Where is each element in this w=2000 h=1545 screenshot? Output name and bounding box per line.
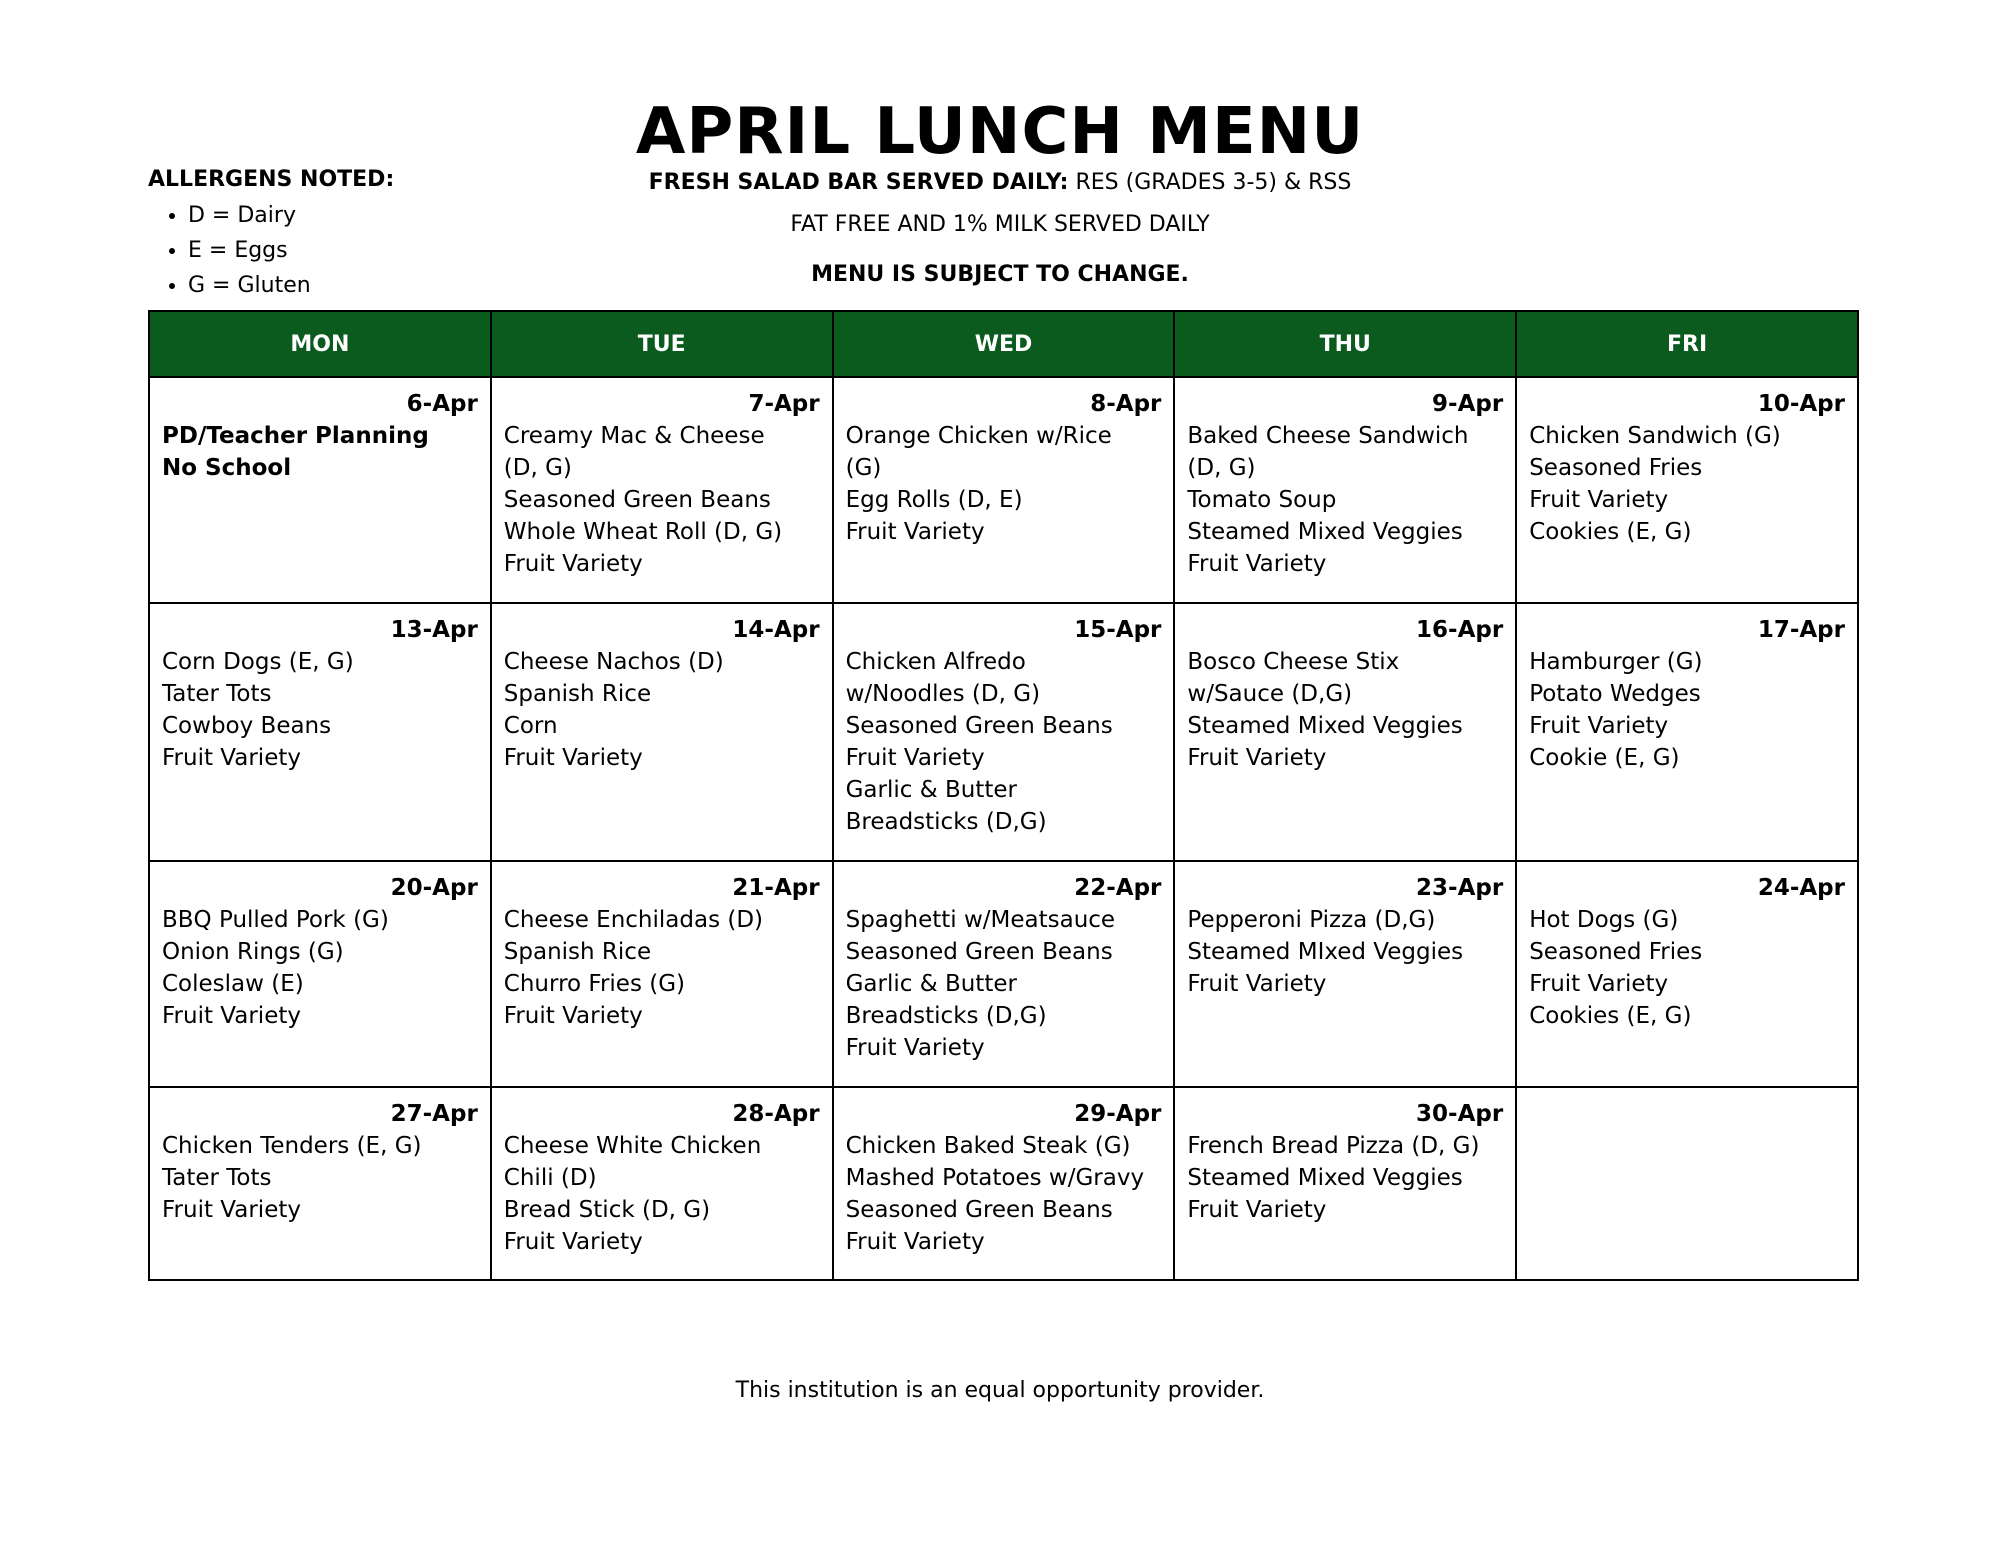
week-row — [149, 603, 1858, 861]
day-header-fri: FRI — [1516, 311, 1858, 377]
menu-item: French Bread Pizza (D, G) — [1187, 1133, 1480, 1159]
day-date: 8-Apr — [1090, 391, 1162, 417]
menu-item: Chicken Tenders (E, G) — [162, 1133, 422, 1159]
menu-item: Hot Dogs (G) — [1529, 907, 1679, 933]
menu-item: Onion Rings (G) — [162, 939, 344, 965]
menu-table — [148, 310, 1859, 1281]
allergen-heading: ALLERGENS NOTED: — [148, 167, 395, 192]
menu-item: Seasoned Green Beans — [845, 713, 1113, 739]
menu-item: Seasoned Green Beans — [845, 1197, 1113, 1223]
day-cell — [149, 377, 491, 603]
menu-item: Coleslaw (E) — [162, 971, 304, 997]
day-date: 24-Apr — [1757, 875, 1845, 901]
salad-bar-text: RES (GRADES 3-5) & RSS — [1068, 170, 1352, 195]
day-date: 17-Apr — [1757, 617, 1845, 643]
menu-item: Fruit Variety — [845, 1229, 985, 1255]
menu-item: Fruit Variety — [845, 519, 985, 545]
day-date: 15-Apr — [1074, 617, 1162, 643]
menu-item: Fruit Variety — [1529, 713, 1669, 739]
day-cell — [833, 861, 1175, 1087]
menu-item: Churro Fries (G) — [503, 971, 686, 997]
footer-note: This institution is an equal opportunity provider. — [735, 1378, 1265, 1403]
week-row — [149, 1087, 1858, 1280]
menu-item: Fruit Variety — [1187, 745, 1327, 771]
day-cell — [491, 1087, 833, 1280]
menu-item: Fruit Variety — [503, 1003, 643, 1029]
day-cell — [1174, 377, 1516, 603]
menu-item: Spanish Rice — [503, 681, 652, 707]
menu-item: Fruit Variety — [845, 745, 985, 771]
menu-item: Fruit Variety — [503, 551, 643, 577]
day-date: 28-Apr — [732, 1101, 820, 1127]
day-date: 27-Apr — [390, 1101, 478, 1127]
menu-item: Chicken Sandwich (G) — [1529, 423, 1781, 449]
menu-item: Chicken Baked Steak (G) — [845, 1133, 1131, 1159]
day-cell — [1516, 1087, 1858, 1280]
menu-item: Whole Wheat Roll (D, G) — [503, 519, 783, 545]
day-cell — [1174, 1087, 1516, 1280]
menu-item: Egg Rolls (D, E) — [845, 487, 1023, 513]
menu-item: Tater Tots — [162, 681, 272, 707]
menu-item: Fruit Variety — [1187, 551, 1327, 577]
menu-item: Seasoned Green Beans — [845, 939, 1113, 965]
menu-item: (G) — [845, 455, 882, 481]
menu-item: Bread Stick (D, G) — [503, 1197, 711, 1223]
salad-bar-label: FRESH SALAD BAR SERVED DAILY: — [648, 170, 1069, 195]
menu-item: Steamed MIxed Veggies — [1187, 939, 1464, 965]
day-header-mon: MON — [149, 311, 491, 377]
menu-item: Fruit Variety — [1187, 971, 1327, 997]
menu-item: Creamy Mac & Cheese — [503, 423, 765, 449]
allergen-item: • E = Eggs — [188, 233, 394, 268]
day-header-tue: TUE — [491, 311, 833, 377]
menu-item: No School — [162, 455, 292, 481]
menu-item: (D, G) — [1187, 455, 1256, 481]
day-date: 21-Apr — [732, 875, 820, 901]
day-cell — [491, 377, 833, 603]
menu-item: Seasoned Fries — [1529, 455, 1703, 481]
menu-item: Corn Dogs (E, G) — [162, 649, 354, 675]
menu-item: Cheese White Chicken — [503, 1133, 762, 1159]
menu-item: Garlic & Butter — [845, 777, 1017, 803]
menu-item: (D, G) — [503, 455, 572, 481]
menu-item: BBQ Pulled Pork (G) — [162, 907, 389, 933]
day-date: 14-Apr — [732, 617, 820, 643]
menu-item: Cowboy Beans — [162, 713, 332, 739]
day-cell — [833, 377, 1175, 603]
menu-item: w/Noodles (D, G) — [845, 681, 1041, 707]
menu-item: Cookies (E, G) — [1529, 519, 1692, 545]
menu-item: w/Sauce (D,G) — [1187, 681, 1353, 707]
day-header-thu: THU — [1174, 311, 1516, 377]
day-date: 7-Apr — [748, 391, 820, 417]
allergen-legend — [148, 164, 394, 303]
menu-item: Fruit Variety — [162, 745, 301, 771]
day-cell — [1516, 377, 1858, 603]
week-row — [149, 861, 1858, 1087]
day-cell — [491, 861, 833, 1087]
menu-item: Steamed Mixed Veggies — [1187, 1165, 1463, 1191]
day-date: 23-Apr — [1416, 875, 1504, 901]
day-date: 30-Apr — [1416, 1101, 1504, 1127]
menu-item: Steamed Mixed Veggies — [1187, 519, 1463, 545]
day-date: 22-Apr — [1074, 875, 1162, 901]
menu-item: Fruit Variety — [503, 1229, 643, 1255]
allergen-item: • D = Dairy — [188, 198, 394, 233]
menu-item: Tater Tots — [162, 1165, 272, 1191]
day-cell — [149, 603, 491, 861]
menu-item: Fruit Variety — [1529, 971, 1669, 997]
menu-item: Chili (D) — [503, 1165, 597, 1191]
allergen-item: • G = Gluten — [188, 268, 394, 303]
menu-item: Fruit Variety — [162, 1003, 301, 1029]
menu-item: Breadsticks (D,G) — [845, 1003, 1047, 1029]
menu-item: Tomato Soup — [1187, 487, 1337, 513]
menu-item: Cookies (E, G) — [1529, 1003, 1692, 1029]
menu-item: Pepperoni Pizza (D,G) — [1187, 907, 1436, 933]
menu-item: Hamburger (G) — [1529, 649, 1703, 675]
day-cell — [833, 603, 1175, 861]
menu-item: Bosco Cheese Stix — [1187, 649, 1400, 675]
day-header-row — [149, 311, 1858, 377]
day-cell — [833, 1087, 1175, 1280]
day-cell — [1174, 603, 1516, 861]
menu-item: Fruit Variety — [1187, 1197, 1327, 1223]
menu-item: Fruit Variety — [162, 1197, 301, 1223]
day-cell — [1516, 861, 1858, 1087]
page-title: APRIL LUNCH MENU — [635, 95, 1365, 169]
menu-item: Garlic & Butter — [845, 971, 1017, 997]
menu-body — [149, 377, 1858, 1280]
day-date: 10-Apr — [1757, 391, 1845, 417]
day-cell — [149, 1087, 491, 1280]
menu-item: Orange Chicken w/Rice — [845, 423, 1112, 449]
day-cell — [491, 603, 833, 861]
day-header-wed: WED — [833, 311, 1175, 377]
day-cell — [149, 861, 491, 1087]
menu-item: Fruit Variety — [845, 1035, 985, 1061]
menu-item: Chicken Alfredo — [845, 649, 1026, 675]
day-cell — [1516, 603, 1858, 861]
day-date: 9-Apr — [1432, 391, 1504, 417]
menu-item: Cheese Nachos (D) — [503, 649, 724, 675]
change-note: MENU IS SUBJECT TO CHANGE. — [811, 262, 1189, 287]
menu-item: Mashed Potatoes w/Gravy — [845, 1165, 1145, 1191]
week-row — [149, 377, 1858, 603]
day-date: 29-Apr — [1074, 1101, 1162, 1127]
allergen-list — [148, 198, 394, 303]
day-date: 13-Apr — [390, 617, 478, 643]
menu-item: Fruit Variety — [1529, 487, 1669, 513]
menu-item: Cheese Enchiladas (D) — [503, 907, 764, 933]
day-date: 20-Apr — [390, 875, 478, 901]
menu-item: Spaghetti w/Meatsauce — [845, 907, 1116, 933]
day-date: 6-Apr — [406, 391, 478, 417]
menu-item: Steamed Mixed Veggies — [1187, 713, 1463, 739]
menu-item: Spanish Rice — [503, 939, 652, 965]
menu-item: PD/Teacher Planning — [162, 423, 429, 449]
milk-note: FAT FREE AND 1% MILK SERVED DAILY — [790, 212, 1210, 237]
menu-item: Seasoned Green Beans — [503, 487, 771, 513]
menu-item: Corn — [503, 713, 558, 739]
menu-item: Potato Wedges — [1529, 681, 1701, 707]
day-cell — [1174, 861, 1516, 1087]
menu-item: Baked Cheese Sandwich — [1187, 423, 1469, 449]
menu-item: Seasoned Fries — [1529, 939, 1703, 965]
menu-item: Fruit Variety — [503, 745, 643, 771]
menu-item: Breadsticks (D,G) — [845, 809, 1047, 835]
day-date: 16-Apr — [1416, 617, 1504, 643]
menu-item: Cookie (E, G) — [1529, 745, 1680, 771]
